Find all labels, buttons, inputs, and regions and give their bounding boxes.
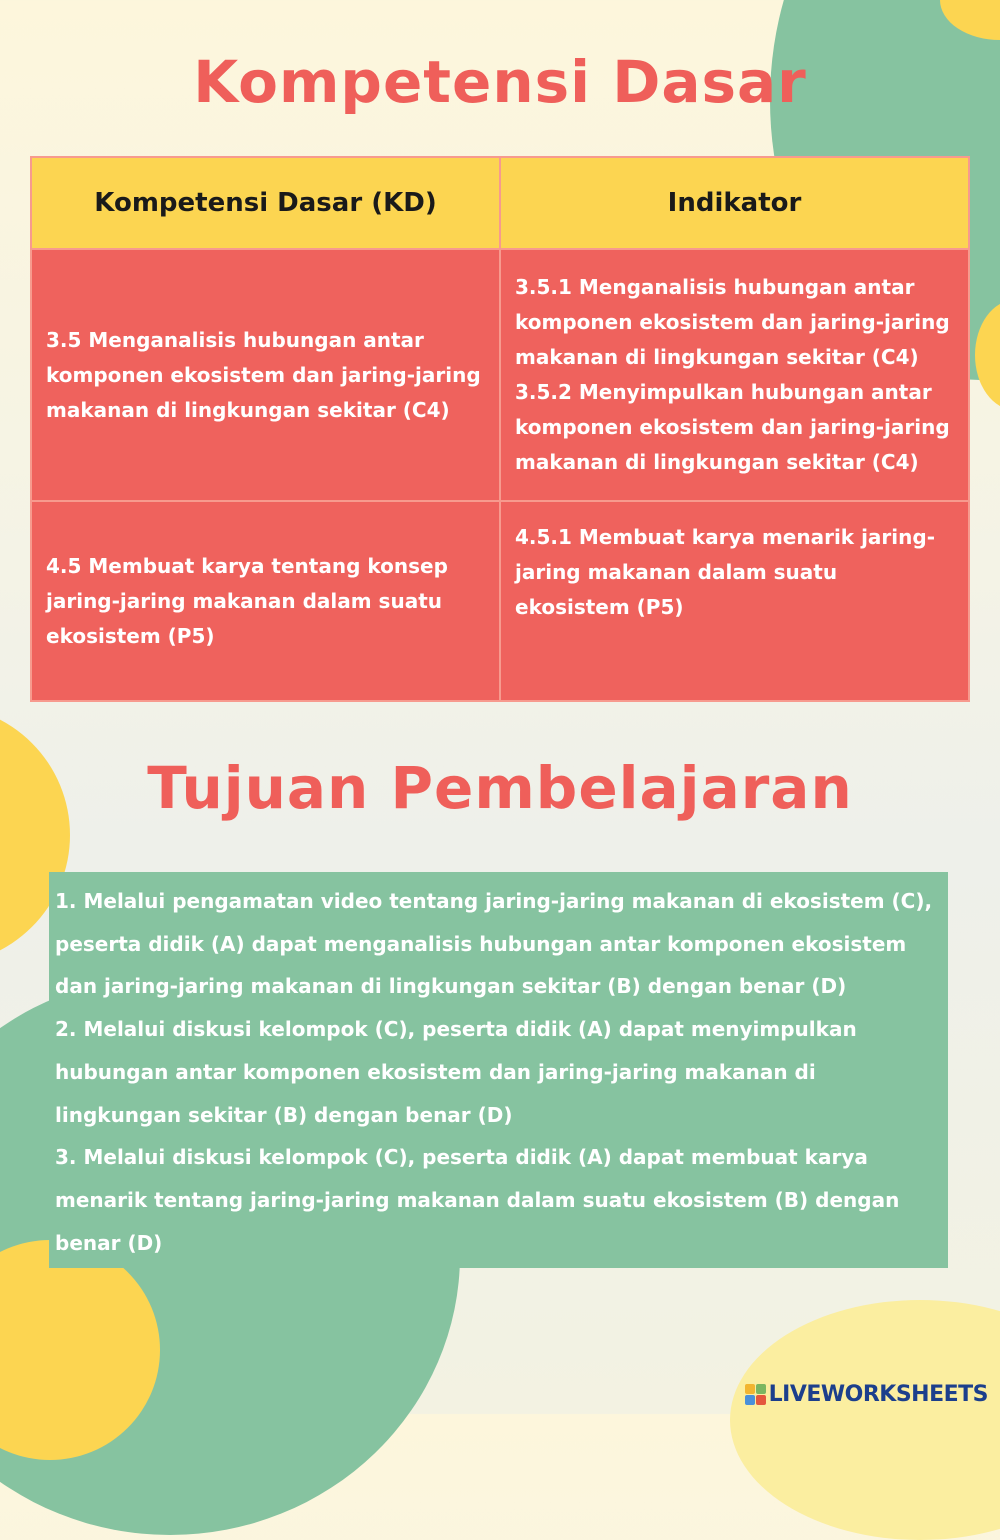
indicator-cell [500, 501, 969, 701]
indicator-item: 3.5.1 Menganalisis hubungan antar komponen ekosistem dan jaring-jaring makanan di lingkungan sekitar (C4) [515, 275, 950, 369]
column-header-kd: Kompetensi Dasar (KD) [31, 157, 500, 249]
indicator-cell [500, 249, 969, 501]
liveworksheets-logo[interactable] [745, 1382, 988, 1406]
page-title-kompetensi-dasar: Kompetensi Dasar [193, 48, 807, 116]
competency-table [30, 156, 970, 702]
table-header-row [31, 157, 969, 249]
learning-goals-box [49, 872, 948, 1268]
table-row [31, 249, 969, 501]
liveworksheets-logo-text: LIVEWORKSHEETS [768, 1381, 988, 1407]
kd-cell: 4.5 Membuat karya tentang konsep jaring-jaring makanan dalam suatu ekosistem (P5) [31, 501, 500, 701]
kd-cell: 3.5 Menganalisis hubungan antar komponen ekosistem dan jaring-jaring makanan di lingkungan sekitar (C4) [31, 249, 500, 501]
column-header-indikator: Indikator [500, 157, 969, 249]
yellow-blob-bottom-right [730, 1300, 1000, 1540]
indicator-item: 3.5.2 Menyimpulkan hubungan antar komponen ekosistem dan jaring-jaring makanan di lingkungan sekitar (C4) [515, 380, 950, 474]
goal-item: 3. Melalui diskusi kelompok (C), peserta didik (A) dapat membuat karya menarik tentang jaring-jaring makanan dalam suatu ekosistem (B) dengan benar (D) [55, 1145, 900, 1255]
goal-item: 1. Melalui pengamatan video tentang jaring-jaring makanan di ekosistem (C), peserta didik (A) dapat menganalisis hubungan antar komponen ekosistem dan jaring-jaring makanan di lingkungan sekitar (B) dengan benar (D) [55, 889, 933, 999]
table-row [31, 501, 969, 701]
goal-item: 2. Melalui diskusi kelompok (C), peserta didik (A) dapat menyimpulkan hubungan antar komponen ekosistem dan jaring-jaring makanan di lingkungan sekitar (B) dengan benar (D) [55, 1017, 857, 1127]
liveworksheets-logo-icon [745, 1384, 766, 1405]
indicator-item: 4.5.1 Membuat karya menarik jaring-jaring makanan dalam suatu ekosistem (P5) [515, 525, 935, 619]
section-title-tujuan-pembelajaran: Tujuan Pembelajaran [147, 754, 853, 822]
